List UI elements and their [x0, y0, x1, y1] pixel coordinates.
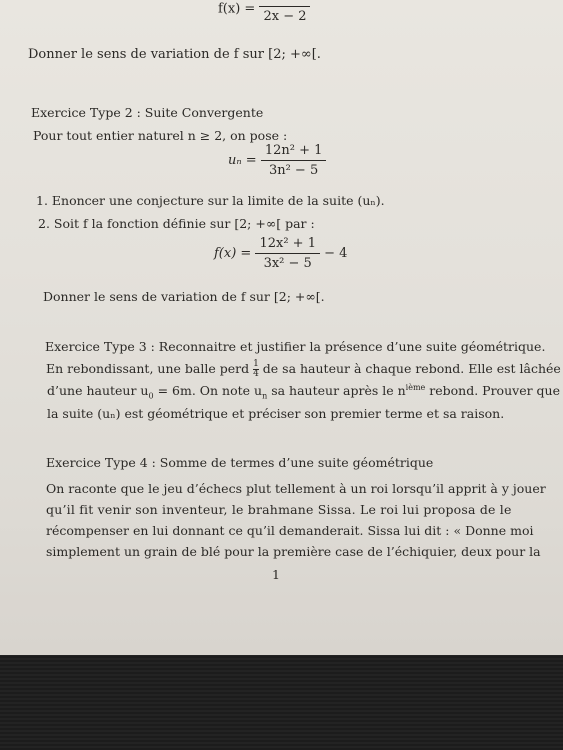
ex2-un-formula	[228, 143, 326, 178]
un-numerator: 12n² + 1	[264, 143, 323, 158]
un-denominator: 3n² − 5	[261, 160, 327, 178]
ex3-line2-a: d’une hauteur u	[47, 383, 149, 399]
ex4-title: Exercice Type 4 : Somme de termes d’une suite géométrique	[46, 455, 434, 470]
top-formula	[218, 0, 310, 24]
ex2-f-formula	[214, 236, 347, 271]
top-formula-denominator: 2x − 2	[259, 6, 310, 24]
f-tail: − 4	[324, 246, 348, 261]
one-quarter-fraction	[253, 360, 259, 379]
dark-background-surface	[0, 655, 563, 750]
ex3-line2-d: rebond. Prouver que	[429, 383, 560, 399]
ex2-intro: Pour tout entier naturel n ≥ 2, on pose :	[33, 128, 288, 143]
un-lhs: uₙ =	[228, 153, 257, 168]
page-number: 1	[272, 567, 280, 582]
top-formula-lhs: f(x) =	[218, 1, 256, 17]
ex4-line2: qu’il fit venir son inventeur, le brahmane Sissa. Le roi lui proposa de le	[46, 502, 512, 517]
ex3-line3: la suite (uₙ) est géométrique et préciser son premier terme et sa raison.	[47, 406, 505, 421]
ex3-sup: ième	[405, 383, 426, 392]
ex4-line3: récompenser en lui donnant ce qu’il demanderait. Sissa lui dit : « Donne moi	[46, 523, 534, 538]
un-fraction	[261, 143, 327, 178]
f-lhs: f(x) =	[214, 246, 252, 261]
ex4-line4: simplement un grain de blé pour la première case de l’échiquier, deux pour la	[46, 544, 541, 559]
ex3-line1	[46, 360, 561, 379]
ex3-line2-c: sa hauteur après le n	[271, 383, 406, 399]
quarter-num: 1	[253, 359, 259, 369]
ex3-line2-b: = 6m. On note u	[157, 383, 263, 399]
ex2-q2: 2. Soit f la fonction définie sur [2; +∞[ par :	[38, 216, 315, 231]
ex2-q1: 1. Enoncer une conjecture sur la limite de la suite (uₙ).	[36, 193, 385, 208]
ex3-line2	[47, 383, 560, 401]
ex3-sub0: 0	[148, 391, 154, 401]
ex3-line1-a: En rebondissant, une balle perd	[46, 361, 250, 376]
ex3-title: Exercice Type 3 : Reconnaitre et justifier la présence d’une suite géométrique.	[45, 339, 546, 354]
top-formula-fraction	[259, 0, 310, 24]
ex2-q3: Donner le sens de variation de f sur [2; +∞[.	[43, 289, 325, 304]
f-denominator: 3x² − 5	[255, 253, 320, 271]
ex3-subn: n	[262, 391, 268, 401]
ex2-title: Exercice Type 2 : Suite Convergente	[31, 105, 264, 120]
ex4-line1: On raconte que le jeu d’échecs plut tellement à un roi lorsqu’il apprit à y jouer	[46, 481, 546, 496]
f-fraction	[255, 236, 320, 271]
ex3-line1-b: de sa hauteur à chaque rebond. Elle est lâchée	[262, 361, 561, 376]
quarter-den: 4	[253, 369, 259, 379]
prev-question: Donner le sens de variation de f sur [2; +∞[.	[28, 47, 321, 62]
f-numerator: 12x² + 1	[259, 236, 316, 251]
